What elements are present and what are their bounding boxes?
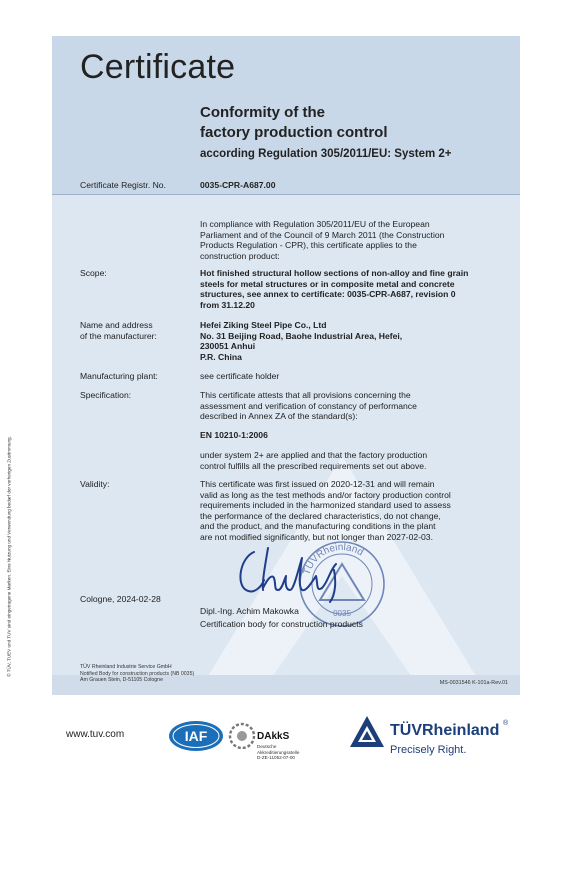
- intro-text: In compliance with Regulation 305/2011/EU of the European Parliament and of the Council of 9 March 2011 (the Construction Products Regulation - CPR), this certificate applies to the construction product:: [200, 219, 445, 261]
- issuer-info: TÜV Rheinland Industrie Service GmbH Notified Body for construction products (NB 0035) Am Grauen Stein, D-51105 Cologne: [80, 664, 195, 683]
- signatory-name: Dipl.-Ing. Achim Makowka: [200, 606, 299, 616]
- plant-value: see certificate holder: [200, 371, 280, 381]
- trademark-side-note: © TÜV, TUEV und TUV sind eingetragene Marken. Eine Nutzung und Verwendung bedarf der vorherigen Zustimmung.: [6, 436, 12, 677]
- signatory-role: Certification body for construction products: [200, 619, 363, 629]
- validity-label: Validity:: [80, 479, 110, 489]
- tuv-registered-mark: ®: [503, 720, 509, 727]
- subtitle-line-2: factory production control: [200, 124, 388, 141]
- iaf-logo-text: IAF: [184, 728, 208, 744]
- manufacturer-value: Hefei Ziking Steel Pipe Co., Ltd No. 31 Beijing Road, Baohe Industrial Area, Hefei, 230051 Anhui P.R. China: [200, 320, 403, 362]
- dakks-subtitle: Deutsche Akkreditierungsstelle D-ZE-11052-07-00: [257, 744, 300, 761]
- seal-arc-text: TÜVRheinland: [301, 541, 366, 577]
- registr-label: Certificate Registr. No.: [80, 180, 166, 190]
- manufacturer-label-line-1: Name and address: [80, 320, 153, 330]
- document-number: MS-0031546 K-101a-Rev.01: [439, 680, 508, 686]
- dakks-name: DAkkS: [257, 731, 290, 742]
- header-divider: [52, 194, 520, 195]
- specification-text-2: under system 2+ are applied and that the factory production control fulfills all the prescribed requirements set out above.: [200, 450, 428, 471]
- seal-number: 0035: [333, 609, 351, 618]
- plant-label: Manufacturing plant:: [80, 371, 158, 381]
- website-link[interactable]: www.tuv.com: [66, 729, 125, 740]
- tuv-brand-name: TÜVRheinland: [390, 722, 500, 739]
- page-title: Certificate: [80, 48, 236, 86]
- specification-label: Specification:: [80, 390, 132, 400]
- specification-text: This certificate attests that all provisions concerning the assessment and verification of constancy of performance described in Annex ZA of the standard(s):: [200, 390, 417, 421]
- subtitle-line-1: Conformity of the: [200, 104, 325, 121]
- iaf-logo: [168, 720, 224, 752]
- registr-value: 0035-CPR-A687.00: [200, 180, 276, 190]
- signature: [232, 540, 352, 606]
- standard-value: EN 10210-1:2006: [200, 430, 268, 440]
- regulation-line: according Regulation 305/2011/EU: System 2+: [200, 148, 452, 160]
- scope-label: Scope:: [80, 268, 107, 278]
- place-date: Cologne, 2024-02-28: [80, 594, 161, 604]
- validity-text: This certificate was first issued on 2020-12-31 and will remain valid as long as the test methods and/or factory production control requirements included in the harmonized standard used to assess the performance of the declared characteristics, do not change, and the product, and the manufacturing conditions in the plant are not modified significantly, but not longer than 2027-02-03.: [200, 479, 451, 542]
- manufacturer-label-line-2: of the manufacturer:: [80, 330, 157, 341]
- scope-value: Hot finished structural hollow sections of non-alloy and fine grain steels for metal structures or in composite metal and concrete structures, see annex to certificate: 0035-CPR-A687, revision 0 from 31.12.20: [200, 268, 469, 310]
- certificate-subtitle: [200, 103, 388, 143]
- manufacturer-label: [80, 320, 157, 341]
- tuv-triangle-icon: [348, 714, 386, 750]
- dakks-logo: [228, 716, 256, 756]
- tuv-tagline: Precisely Right.: [390, 744, 467, 756]
